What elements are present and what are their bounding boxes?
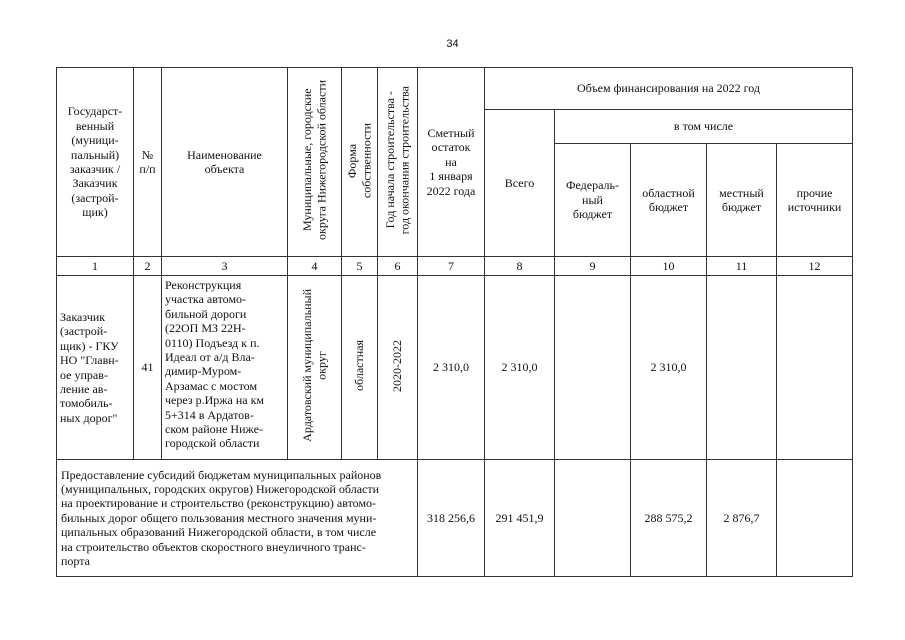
- subsidy-estimate-balance: 318 256,6: [418, 460, 485, 577]
- column-number: 11: [707, 257, 777, 276]
- table-row: [57, 460, 853, 577]
- header-years: Год начала строительства - год окончания строительства: [383, 86, 412, 235]
- header-estimate-balance: Сметный остаток на 1 января 2022 года: [418, 68, 485, 257]
- subsidy-description: Предоставление субсидий бюджетам муниципальных районов (муниципальных, городских округов) Нижегородской области на проектирование и строительство (реконструкцию) автомо- бильных дорог общего пользования местного значения муни- ципальных образований Нижегородской области, в том числе на строительство объектов скоростного внеуличного транс- порта: [57, 460, 418, 577]
- financing-table: [56, 67, 853, 577]
- table-row: [57, 276, 853, 460]
- row-other: [777, 276, 853, 460]
- header-other: прочие источники: [777, 144, 853, 257]
- subsidy-federal: [555, 460, 631, 577]
- subsidy-total: 291 451,9: [485, 460, 555, 577]
- column-number: 3: [162, 257, 288, 276]
- row-ownership-cell: [342, 276, 378, 460]
- column-number: 1: [57, 257, 134, 276]
- row-regional: 2 310,0: [631, 276, 707, 460]
- column-number: 12: [777, 257, 853, 276]
- header-total: Всего: [485, 110, 555, 257]
- header-municipality-cell: [288, 68, 342, 257]
- row-years: 2020-2022: [390, 339, 405, 392]
- column-number: 9: [555, 257, 631, 276]
- header-ownership-cell: [342, 68, 378, 257]
- column-number: 8: [485, 257, 555, 276]
- row-total: 2 310,0: [485, 276, 555, 460]
- header-including: в том числе: [555, 110, 853, 144]
- row-local: [707, 276, 777, 460]
- header-regional: областной бюджет: [631, 144, 707, 257]
- subsidy-local: 2 876,7: [707, 460, 777, 577]
- row-customer: Заказчик (застрой- щик) - ГКУ НО "Главн- ое управ- ление ав- томобиль- ных дорог": [57, 276, 134, 460]
- column-number: 10: [631, 257, 707, 276]
- header-number: № п/п: [134, 68, 162, 257]
- column-number: 4: [288, 257, 342, 276]
- row-object-name: Реконструкция участка автомо- бильной дороги (22ОП МЗ 22Н- 0110) Подъезд к п. Идеал от а/д Вла- димир-Муром- Арзамас с мостом через р.Иржа на км 5+314 в Ардатов- ском районе Ниже- городской области: [162, 276, 288, 460]
- header-federal: Федераль- ный бюджет: [555, 144, 631, 257]
- subsidy-other: [777, 460, 853, 577]
- subsidy-regional: 288 575,2: [631, 460, 707, 577]
- column-number: 2: [134, 257, 162, 276]
- column-number: 5: [342, 257, 378, 276]
- header-years-cell: [378, 68, 418, 257]
- row-ownership: областная: [352, 340, 367, 392]
- column-number: 6: [378, 257, 418, 276]
- header-municipality: Муниципальные, городские округа Нижегородской области: [300, 80, 329, 241]
- header-object-name: Наименование объекта: [162, 68, 288, 257]
- row-municipality-cell: [288, 276, 342, 460]
- column-number: 7: [418, 257, 485, 276]
- page-number: 34: [446, 38, 459, 50]
- row-years-cell: [378, 276, 418, 460]
- header-funding-volume: Объем финансирования на 2022 год: [485, 68, 853, 110]
- row-municipality: Ардатовский муниципальный округ: [300, 289, 329, 443]
- row-number: 41: [134, 276, 162, 460]
- header-local: местный бюджет: [707, 144, 777, 257]
- row-estimate-balance: 2 310,0: [418, 276, 485, 460]
- row-federal: [555, 276, 631, 460]
- header-ownership: Форма собственности: [345, 122, 374, 198]
- header-customer: Государст- венный (муници- пальный) заказчик / Заказчик (застрой- щик): [57, 68, 134, 257]
